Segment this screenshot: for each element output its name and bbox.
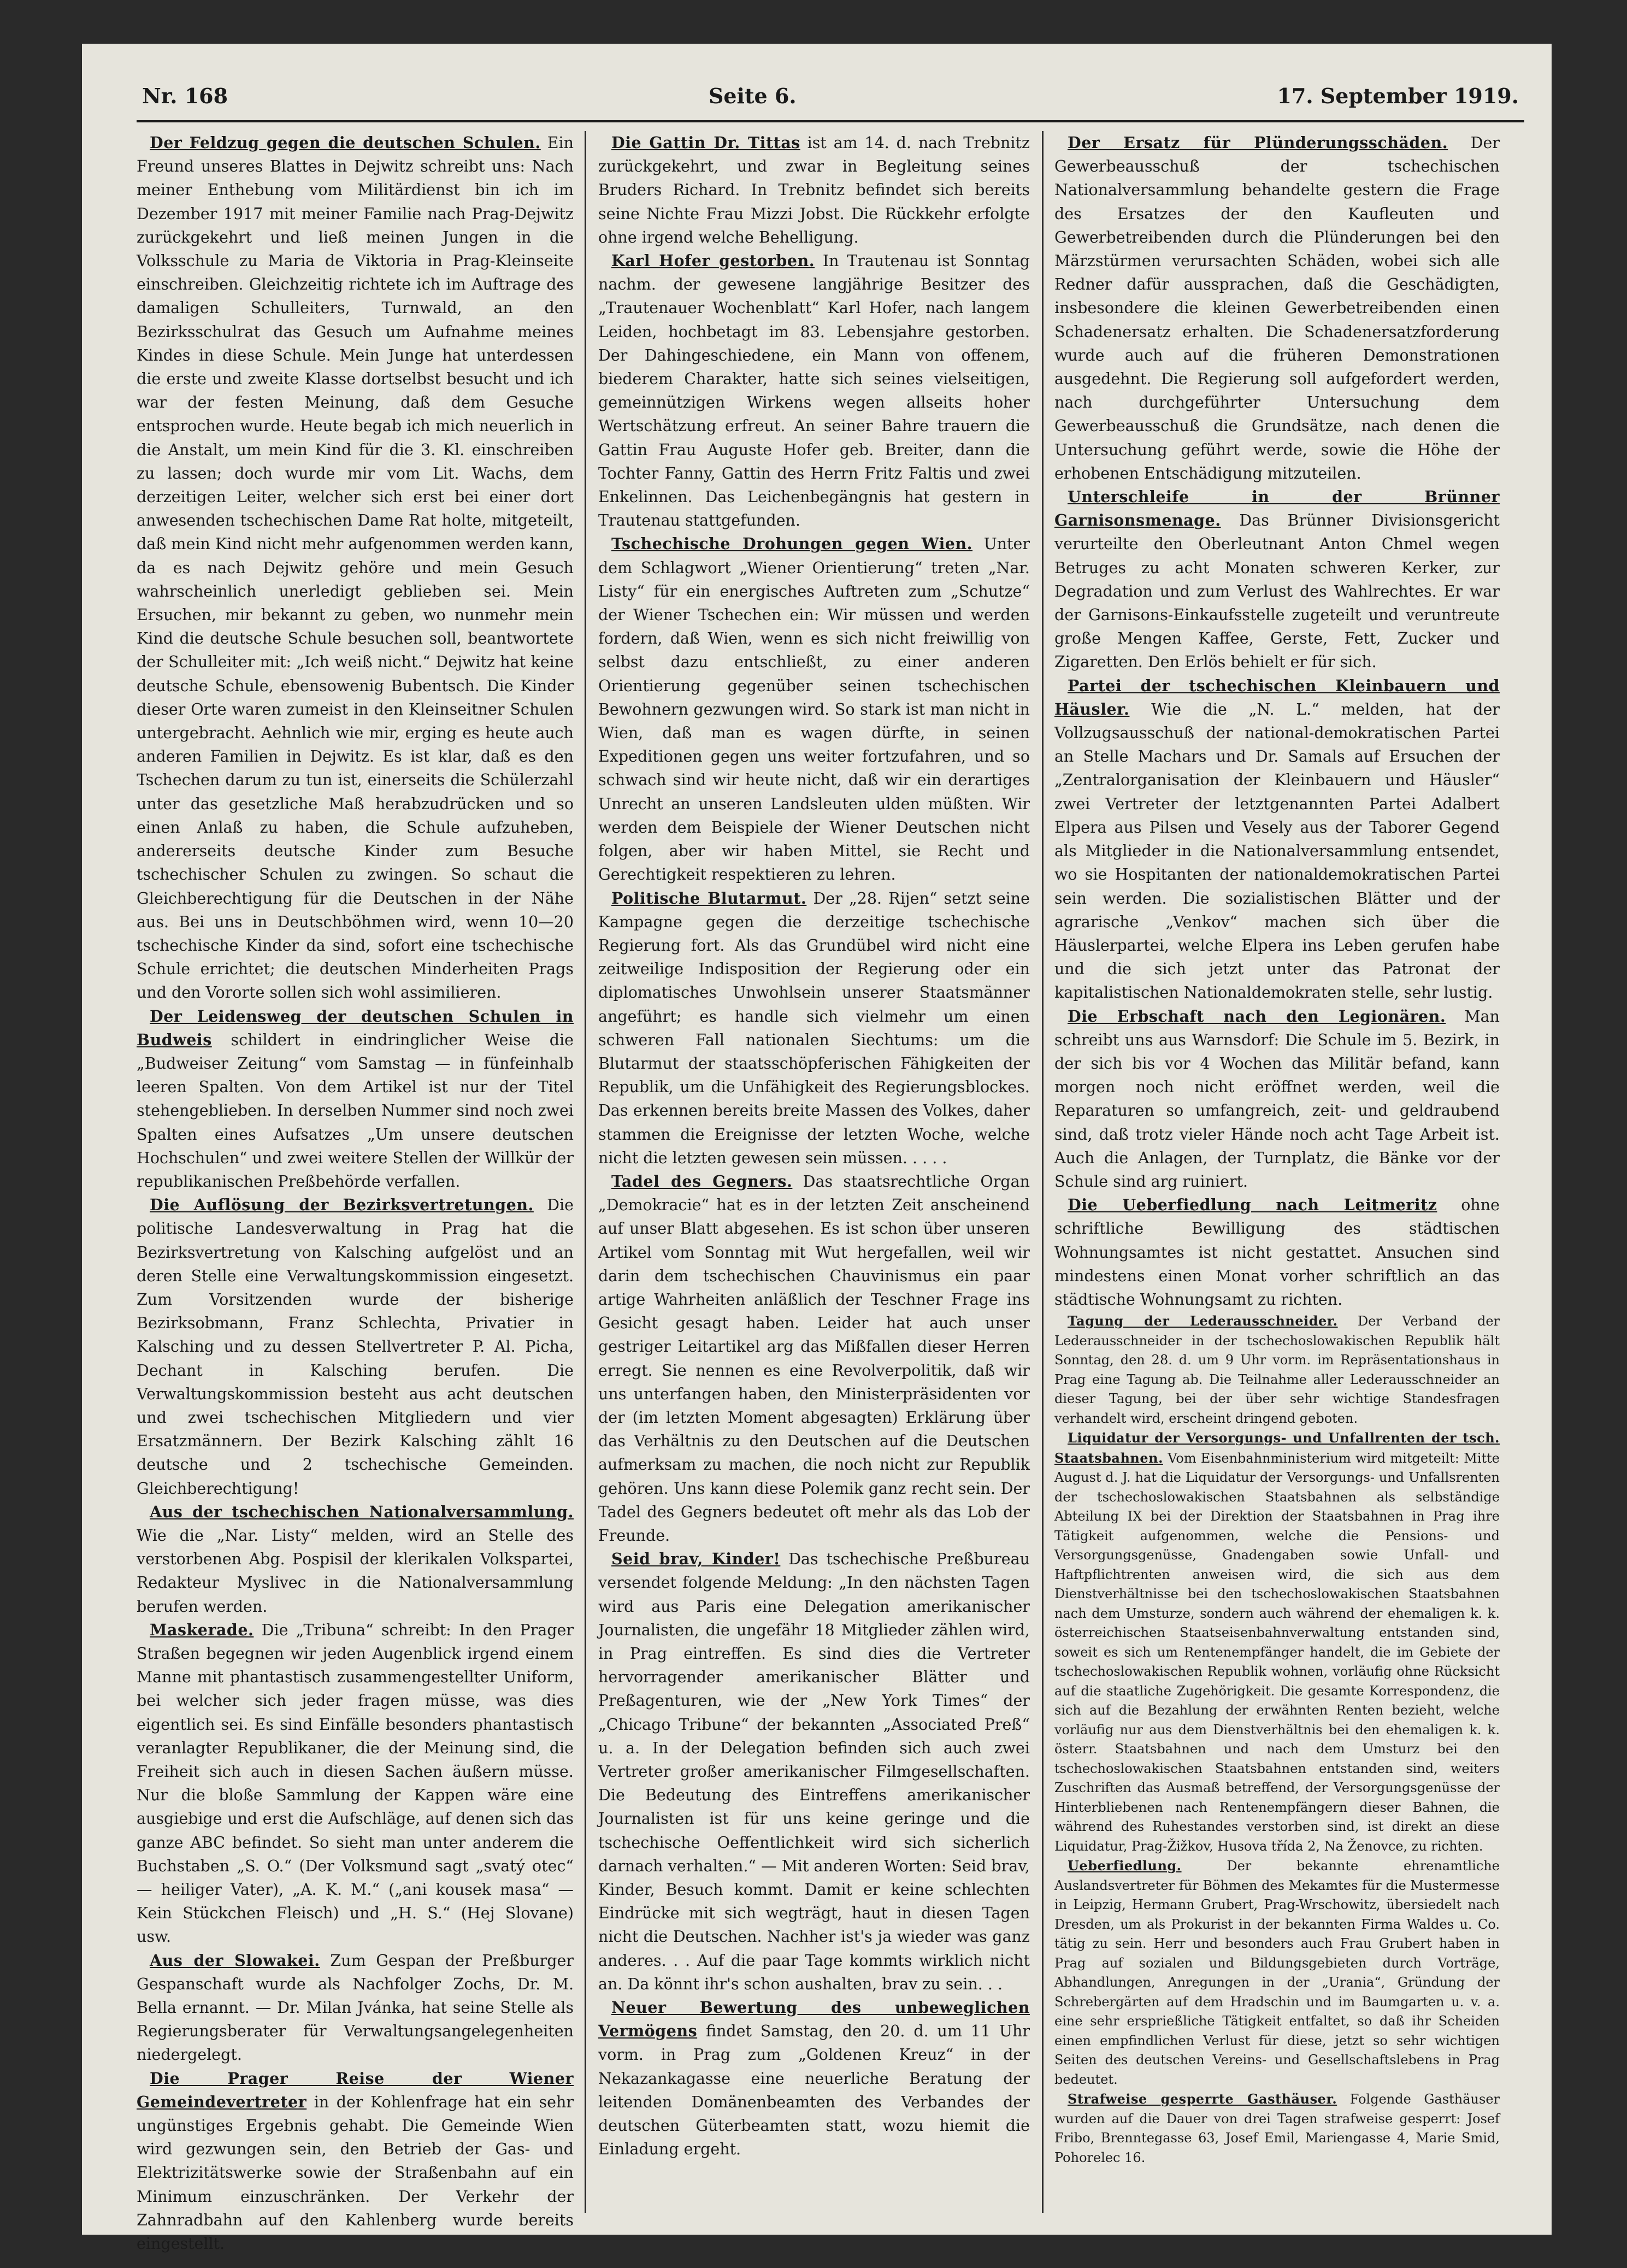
article-body: ohne schriftliche Bewilligung des städtischen Wohnungsamtes ist nicht gestattet. Ansuchen sind mindestens einen Monat vorher schriftlich an das städtische Wohnungsamt zu richten.	[1054, 1196, 1500, 1309]
article	[1054, 674, 1500, 1005]
article	[598, 249, 1030, 532]
article-body: ist am 14. d. nach Trebnitz zurückgekehrt, und zwar in Begleitung seines Bruders Richard. In Trebnitz befindet sich bereits seine Nichte Frau Mizzi Jobst. Die Rückkehr erfolgte ohne irgend welche Behelligung.	[598, 134, 1030, 246]
issue-number: Nr. 168	[142, 83, 228, 108]
article	[1054, 485, 1500, 674]
article	[137, 2067, 574, 2256]
article-headline: Maskerade.	[150, 1620, 254, 1639]
article	[598, 131, 1030, 249]
article-headline: Die Auflösung der Bezirksvertretungen.	[150, 1195, 534, 1215]
article	[1054, 1856, 1500, 2089]
article-headline: Liquidatur der Versorgungs- und Unfallrenten der tsch. Staatsbahnen.	[1054, 1430, 1500, 1466]
newspaper-page	[82, 44, 1552, 2253]
article	[598, 1547, 1030, 1996]
article-headline: Politische Blutarmut.	[611, 888, 807, 908]
article-headline: Seid brav, Kinder!	[611, 1550, 781, 1569]
article	[1054, 1005, 1500, 1194]
issue-date: 17. September 1919.	[1277, 83, 1519, 108]
article	[598, 887, 1030, 1170]
article-body: Wie die „N. L.“ melden, hat der Vollzugsausschuß der national-demokratischen Partei an Stelle Machars und Dr. Samals auf Ersuchen der „Zentralorganisation der Kleinbauern und Häusler“ zwei Vertreter der letztgenannten Partei Adalbert Elpera aus Pilsen und Vesely aus der Taborer Gegend als Mitglieder in die Nationalversammlung entsendet, wo sie Hospitanten der nationaldemokratischen Partei sein werden. Die sozialistischen Blätter und der agrarische „Venkov“ machen sich über die Häuslerpartei, welche Elpera ins Leben gerufen habe und die sich jetzt unter das Patronat der kapitalistischen Nationaldemokraten stelle, sehr lustig.	[1054, 700, 1500, 1002]
article-headline: Unterschleife in der Brünner Garnisonsmenage.	[1054, 487, 1500, 530]
article-headline: Aus der Slowakei.	[150, 1951, 320, 1970]
article	[1054, 131, 1500, 485]
page-number: Seite 6.	[708, 83, 797, 108]
article-body: Der Gewerbeausschuß der tschechischen Nationalversammlung behandelte gestern die Frage des Ersatzes der den Kaufleuten und Gewerbetreibenden durch die Plünderungen bei den Märzstürmen verursachten Schäden, wobei sich alle Redner dafür aussprachen, daß die Geschädigten, insbesondere die kleinen Gewerbetreibenden einen Schadenersatz erhalten. Die Schadenersatzforderung wurde auch auf die früheren Demonstrationen ausgedehnt. Die Regierung soll aufgefordert werden, nach durchgeführter Untersuchung dem Gewerbeausschuß die Grundsätze, nach denen die Untersuchung geführt werde, sowie die Höhe der erhobenen Entschädigung mitzuteilen.	[1054, 134, 1500, 482]
article-body: Das tschechische Preßbureau versendet folgende Meldung: „In den nächsten Tagen wird aus Paris eine Delegation amerikanischer Journalisten, die ungefähr 18 Mitglieder zählen wird, in Prag eintreffen. Es sind dies die Vertreter hervorragender amerikanischer Blätter und Preßagenturen, wie der „New York Times“ der „Chicago Tribune“ der bekannten „Associated Preß“ u. a. In der Delegation befinden sich auch zwei Vertreter großer amerikanischer Filmgesellschaften. Die Bedeutung des Eintreffens amerikanischer Journalisten ist für uns keine geringe und die tschechische Oeffentlichkeit wird sich sicherlich darnach verhalten.“ — Mit anderen Worten: Seid brav, Kinder, Besuch kommt. Damit er keine schlechten Eindrücke mit sich wegträgt, haut in diesen Tagen nicht die Deutschen. Nachher ist's ja wieder was ganz anderes. . . Auf die paar Tage kommts wirklich nicht an. Da könnt ihr's schon aushalten, brav zu sein. . .	[598, 1550, 1030, 1993]
article-body: Unter dem Schlagwort „Wiener Orientierung“ treten „Nar. Listy“ für ein energisches Auftreten zum „Schutze“ der Wiener Tschechen ein: Wir müssen und werden fordern, daß Wien, wenn es sich nicht freiwillig von selbst dazu entschließt, zu einer anderen Orientierung gegenüber seinen tschechischen Bewohnern gezwungen wird. So stark ist man nicht in Wien, daß man es wagen dürfte, in seinen Expeditionen gegen uns weiter fortzufahren, und so schwach sind wir heute nicht, daß wir ein derartiges Unrecht an unseren Landsleuten ulden müßten. Wir werden dem Beispiele der Wiener Deutschen nicht folgen, aber wir haben Mittel, sie Recht und Gerechtigkeit respektieren zu lehren.	[598, 535, 1030, 884]
article-headline: Die Gattin Dr. Tittas	[611, 133, 800, 152]
column-3	[1054, 131, 1500, 2213]
article-headline: Ueberfiedlung.	[1068, 1858, 1182, 1874]
article	[1054, 1428, 1500, 1856]
article-headline: Der Ersatz für Plünderungsschäden.	[1068, 133, 1448, 152]
article	[598, 532, 1030, 886]
article-body: findet Samstag, den 20. d. um 11 Uhr vorm. in Prag zum „Goldenen Kreuz“ in der Nekazankagasse eine neuerliche Beratung der leitenden Domänenbeamten des Verbandes der deutschen Güterbeamten statt, wozu hiemit die Einladung ergeht.	[598, 2022, 1030, 2159]
article	[598, 1996, 1030, 2161]
article	[1054, 1311, 1500, 1428]
article-body: Der bekannte ehrenamtliche Auslandsvertreter für Böhmen des Mekamtes für die Mustermesse in Leipzig, Hermann Grubert, Prag-Wrschowitz, übersiedelt nach Dresden, um als Prokurist in der bekannten Firma Waldes u. Co. tätig zu sein. Herr und besonders auch Frau Grubert haben in Prag auf sozialen und Bildungsgebieten durch Vorträge, Abhandlungen, Anregungen in der „Urania“, Gründung der Schrebergärten auf dem Hradschin und im Baumgarten u. v. a. eine sehr ersprießliche Tätigkeit entfaltet, so daß ihr Scheiden einen empfindlichen Verlust für diese, jetzt so sehr wichtigen Seiten des deutschen Vereins- und Gesellschaftslebens in Prag bedeutet.	[1054, 1858, 1500, 2087]
article	[137, 1949, 574, 2067]
column-1	[137, 131, 574, 2253]
article-headline: Partei der tschechischen Kleinbauern und Häusler.	[1054, 676, 1500, 718]
column-2	[598, 131, 1030, 2213]
article-headline: Der Leidensweg der deutschen Schulen in Budweis	[137, 1006, 574, 1049]
article-headline: Tagung der Lederausschneider.	[1068, 1313, 1338, 1329]
column-separator	[585, 131, 586, 2213]
article	[137, 1193, 574, 1500]
article-body: Wie die „Nar. Listy“ melden, wird an Stelle des verstorbenen Abg. Pospisil der klerikalen Volkspartei, Redakteur Myslivec in die Nationalversammlung berufen werden.	[137, 1526, 574, 1616]
article-body: Vom Eisenbahnministerium wird mitgeteilt: Mitte August d. J. hat die Liquidatur der Versorgungs- und Unfallsrenten der tschechoslowakischen Staatsbahnen als selbständige Abteilung IX bei der Direktion der Staatsbahnen in Prag ihre Tätigkeit aufgenommen, welche die Pensions- und Versorgungsgenüsse, Gnadengaben sowie Unfall- und Haftpflichtrenten anweisen wird, die sich aus dem Dienstverhältnisse bei den tschechoslowakischen Staatsbahnen nach dem Umsturze, sondern auch während der ehemaligen k. k. österreichischen Staatseisenbahnverwaltung entstanden sind, soweit es sich um Rentenempfänger handelt, die im Gebiete der tschechoslowakischen Republik wohnen, vorläufig ohne Rücksicht auf die staatliche Zugehörigkeit. Die gesamte Korrespondenz, die sich auf die Bezahlung der erwähnten Renten bezieht, welche vorläufig nur aus dem Dienstverhältnis bei den ehemaligen k. k. österr. Staatsbahnen und nach dem Umsturz bei den tschechoslowakischen Staatsbahnen entstanden sind, weiters Zuschriften das Ausmaß betreffend, der Versorgungsgenüsse der Hinterbliebenen nach Rentenempfängern dieser Bahnen, die während des Ruhestandes verstorben sind, ist direkt an diese Liquidatur, Prag-Žižkov, Husova třída 2, Na Ženovce, zu richten.	[1054, 1450, 1500, 1854]
article-body: Das staatsrechtliche Organ „Demokracie“ hat es in der letzten Zeit anscheinend auf unser Blatt abgesehen. Es ist schon über unseren Artikel vom Sonntag mit Wut hergefallen, weil wir darin dem tschechischen Chauvinismus ein paar artige Wahrheiten anläßlich der Teschner Frage ins Gesicht gesagt haben. Leider hat auch unser gestriger Leitartikel arg das Mißfallen dieser Herren erregt. Sie nennen es eine Revolverpolitik, daß wir uns unterfangen haben, den Ministerpräsidenten vor der (im letzten Moment abgesagten) Erklärung über das Verhältnis zu den Deutschen auf die Deutschen aufmerksam zu machen, die noch nicht zur Republik gehören. Uns kann diese Polemik ganz recht sein. Der Tadel des Gegners bedeutet oft mehr als das Lob der Freunde.	[598, 1172, 1030, 1545]
article-body: In Trautenau ist Sonntag nachm. der gewesene langjährige Besitzer des „Trautenauer Wochenblatt“ Karl Hofer, nach langem Leiden, hochbetagt im 83. Lebensjahre gestorben. Der Dahingeschiedene, ein Mann von offenem, biederem Charakter, hatte sich seines vielseitigen, gemeinnützigen Wirkens wegen allseits hoher Wertschätzung erfreut. An seiner Bahre trauern die Gattin Frau Auguste Hofer geb. Breiter, dann die Tochter Fanny, Gattin des Herrn Fritz Faltis und zwei Enkelinnen. Das Leichenbegängnis hat gestern in Trautenau stattgefunden.	[598, 252, 1030, 530]
article-headline: Der Feldzug gegen die deutschen Schulen.	[150, 133, 541, 152]
article-body: Folgende Gasthäuser wurden auf die Dauer von drei Tagen strafweise gesperrt: Josef Fribo, Brenntegasse 63, Josef Emil, Mariengasse 4, Marie Smid, Pohorelec 16.	[1054, 2092, 1500, 2165]
article-headline: Tadel des Gegners.	[611, 1171, 793, 1191]
page-header	[142, 76, 1519, 115]
header-rule	[137, 120, 1524, 122]
article-headline: Tschechische Drohungen gegen Wien.	[611, 534, 973, 553]
article-headline: Die Ueberfiedlung nach Leitmeritz	[1068, 1195, 1437, 1215]
column-separator	[1042, 131, 1044, 2213]
article-body: Ein Freund unseres Blattes in Dejwitz schreibt uns: Nach meiner Enthebung vom Militärdienst bin ich im Dezember 1917 mit meiner Familie nach Prag-Dejwitz zurückgekehrt und ließ meinen Jungen in die Volksschule zu Maria de Viktoria in Prag-Kleinseite einschreiben. Gleichzeitig richtete ich im Auftrage des damaligen Schulleiters, Turnwald, an den Bezirksschulrat das Gesuch um Aufnahme meines Kindes in diese Schule. Mein Junge hat unterdessen die erste und zweite Klasse dortselbst besucht und ich war der festen Meinung, daß dem Gesuche entsprochen wurde. Heute begab ich mich neuerlich in die Anstalt, um mein Kind für die 3. Kl. einschreiben zu lassen; doch wurde mir vom Lit. Wachs, dem derzeitigen Leiter, welcher sich erst bei einer dort anwesenden tschechischen Dame Rat holte, mitgeteilt, daß mein Kind nicht mehr aufgenommen werden kann, da es nach Dejwitz gehöre und mein Gesuch wahrscheinlich unerledigt geblieben sei. Mein Ersuchen, mir bekannt zu geben, wo nunmehr mein Kind die deutsche Schule besuchen soll, beantwortete der Schulleiter mit: „Ich weiß nicht.“ Dejwitz hat keine deutsche Schule, ebensowenig Bubentsch. Die Kinder dieser Orte waren zumeist in den Kleinseitner Schulen untergebracht. Aehnlich wie mir, erging es heute auch anderen Familien in Dejwitz. Es ist klar, daß es den Tschechen darum zu tun ist, einerseits die Schülerzahl unter das gesetzliche Maß herabzudrücken und so einen Anlaß zu haben, die Schule aufzuheben, andererseits deutsche Kinder zum Besuche tschechischer Schulen zu zwingen. So schaut die Gleichberechtigung für die Deutschen in der Nähe aus. Bei uns in Deutschböhmen wird, wenn 10—20 tschechische Kinder da sind, sofort eine tschechische Schule errichtet; die deutschen Minderheiten Prags und den Vororte sollen sich wohl assimilieren.	[137, 134, 574, 1002]
article-headline: Strafweise gesperrte Gasthäuser.	[1068, 2091, 1337, 2107]
article-headline: Die Prager Reise der Wiener Gemeindevertreter	[137, 2069, 574, 2111]
article	[137, 131, 574, 1005]
article-headline: Karl Hofer gestorben.	[611, 251, 815, 270]
article-headline: Aus der tschechischen Nationalversammlung.	[150, 1502, 574, 1521]
article	[137, 1500, 574, 1618]
article	[1054, 1193, 1500, 1311]
article	[137, 1005, 574, 1194]
article-headline: Die Erbschaft nach den Legionären.	[1068, 1006, 1446, 1026]
article-body: Die politische Landesverwaltung in Prag hat die Bezirksvertretung von Kalsching aufgelöst und an deren Stelle eine Verwaltungskommission eingesetzt. Zum Vorsitzenden wurde der bisherige Bezirksobmann, Franz Schlechta, Privatier in Kalsching und zu dessen Stellvertreter P. Al. Picha, Dechant in Kalsching berufen. Die Verwaltungskommission besteht aus acht deutschen und zwei tschechischen Mitgliedern und vier Ersatzmännern. Der Bezirk Kalsching zählt 16 deutsche und 2 tschechische Gemeinden. Gleichberechtigung!	[137, 1196, 574, 1498]
article-body: schildert in eindringlicher Weise die „Budweiser Zeitung“ vom Samstag — in fünfeinhalb leeren Spalten. Von dem Artikel ist nur der Titel stehengeblieben. In derselben Nummer sind noch zwei Spalten eines Aufsatzes „Um unsere deutschen Hochschulen“ und zwei weitere Stellen der Willkür der republikanischen Preßbehörde verfallen.	[137, 1030, 574, 1191]
article-body: Der Verband der Lederausschneider in der tschechoslowakischen Republik hält Sonntag, den 28. d. um 9 Uhr vorm. im Repräsentationshaus in Prag eine Tagung ab. Die Teilnahme aller Lederausschneider an dieser Tagung, bei der über sehr wichtige Standesfragen verhandelt wird, erscheint dringend geboten.	[1054, 1313, 1500, 1426]
article	[1054, 2089, 1500, 2167]
article-headline: Neuer Bewertung des unbeweglichen Vermögens	[598, 1998, 1030, 2041]
article	[598, 1170, 1030, 1547]
article-body: Die „Tribuna“ schreibt: In den Prager Straßen begegnen wir jeden Augenblick irgend einem Manne mit phantastisch zusammengestellter Uniform, bei welcher sich jeder fragen müsse, was dies eigentlich sei. Es sind Einfälle besonders phantastisch veranlagter Republikaner, die der Meinung sind, die Freiheit sich auch in diesen Sachen äußern müsse. Nur die bloße Sammlung der Kappen wäre eine ausgiebige und erst die Aufschläge, auf denen sich das ganze ABC befindet. So sieht man unter anderem die Buchstaben „S. O.“ (Der Volksmund sagt „svatý otec“ — heiliger Vater), „A. K. M.“ („ani kousek masa“ — Kein Stückchen Fleisch) und „H. S.“ (Hej Slovane) usw.	[137, 1621, 574, 1946]
article-body: Zum Gespan der Preßburger Gespanschaft wurde als Nachfolger Zochs, Dr. M. Bella ernannt. — Dr. Milan Jvánka, hat seine Stelle als Regierungsberater für Verwaltungsangelegenheiten niedergelegt.	[137, 1951, 574, 2064]
article-body: in der Kohlenfrage hat ein sehr ungünstiges Ergebnis gehabt. Die Gemeinde Wien wird gezwungen sein, den Betrieb der Gas- und Elektrizitätswerke sowie der Straßenbahn auf ein Minimum einzuschränken. Der Verkehr der Zahnradbahn auf den Kahlenberg wurde bereits eingestellt.	[137, 2093, 574, 2253]
article	[137, 1618, 574, 1949]
article-body: Man schreibt uns aus Warnsdorf: Die Schule im 5. Bezirk, in der sich bis vor 4 Wochen das Militär befand, kann morgen noch nicht eröffnet werden, weil die Reparaturen so umfangreich, zeit- und geldraubend sind, daß trotz vieler Hände noch acht Tage Arbeit ist. Auch die Anlagen, der Turnplatz, die Bänke vor der Schule sind arg ruiniert.	[1054, 1007, 1500, 1191]
article-body: Der „28. Rijen“ setzt seine Kampagne gegen die derzeitige tschechische Regierung fort. Als das Grundübel wird nicht eine zeitweilige Indisposition der Regierung oder ein diplomatisches Unwohlsein unserer Staatsmänner angeführt; es handle sich vielmehr um einen schweren Fall nationalen Siechtums: um die Blutarmut der staatsschöpferischen Fähigkeiten der Republik, um die Unfähigkeit des Regierungsblockes. Das erkennen bereits breite Massen des Volkes, daher stammen die Ereignisse der letzten Woche, welche nicht die letzten gewesen sein müssen. . . . .	[598, 889, 1030, 1167]
article-body: Das Brünner Divisionsgericht verurteilte den Oberleutnant Anton Chmel wegen Betruges zu acht Monaten schweren Kerker, zur Degradation und zum Verlust des Wahlrechtes. Er war der Garnisons-Einkaufsstelle zugeteilt und veruntreute große Mengen Kaffee, Gerste, Fett, Zucker und Zigaretten. Den Erlös behielt er für sich.	[1054, 511, 1500, 671]
